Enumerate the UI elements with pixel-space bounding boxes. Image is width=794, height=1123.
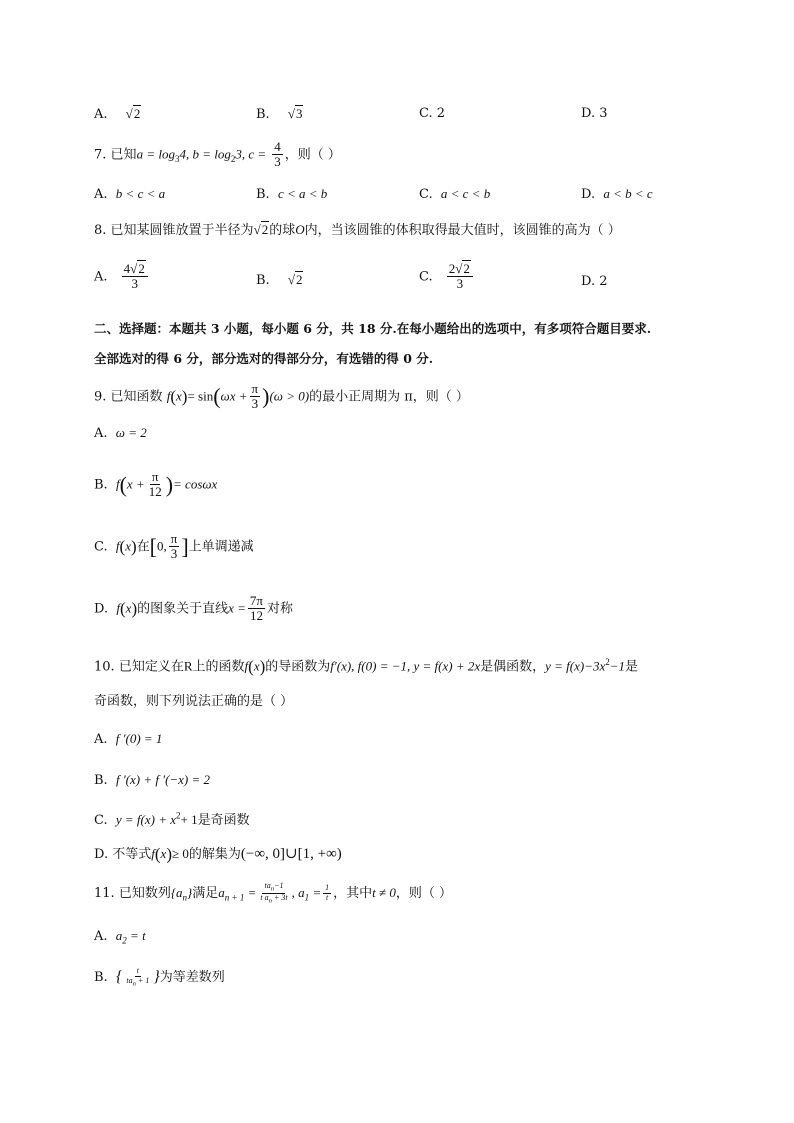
q9-option-b-den: 12 [148,484,162,500]
q10-option-d-ineq: ≥ 0 [172,846,189,861]
q11-rec-fraction [258,882,289,905]
q9-option-d-num: 7π [249,593,263,608]
q11-seq-close: } [187,884,193,900]
q11-rec-num-sub: n [270,885,275,893]
q7-option-c [419,186,490,202]
q11-rec-num: ta [264,881,271,890]
q10-text-deriv: 的导函数为 [265,659,331,675]
q9-option-b: B. f(x + $\frac{\pi}{12}$ )= cosωx [94,469,218,500]
q10-option-c-sup: 2 [176,810,181,821]
q9-option-b-fraction [147,470,164,500]
q8-text-mid: 的球 [269,223,296,238]
q7-text: 已知 [110,147,137,163]
q9-omega-x: ωx + [220,388,248,404]
q7-option-a-label: A. [94,187,108,202]
q10-option-c-expr: y = f(x) + x [115,812,177,827]
q11-a1-den: t [325,892,329,902]
q6-option-b [256,106,303,122]
q9-option-d-den: 12 [249,608,263,624]
q9-pi: π [251,381,259,396]
q10-text: 已知定义在 [118,659,184,675]
q9-option-b-pi: π [151,469,159,484]
q11-rec-den-mid: a [264,892,269,902]
q9-option-c-f: f [115,538,120,554]
q7-option-b-expr: c < a < b [277,186,328,201]
q9-f: f [166,388,171,404]
q11-option-a-tail: = t [126,928,146,943]
q6-option-b-sqrt: √3 [287,106,303,121]
q10-option-d-f: f [151,846,155,861]
q11-rec-den: t [260,892,263,902]
q10-option-d-text2: 的解集为 [188,847,241,862]
q8-option-a-label: A. [94,269,108,285]
section2-heading-line2: 全部选对的得 6 分，部分选对的得部分分，有选错的得 0 分. [94,351,434,366]
q10-option-d-label: D. [94,847,109,862]
q11-rec-den-sub: n [268,897,272,905]
q11-option-a [94,928,146,946]
q9-option-a-expr: ω = 2 [115,425,147,440]
q9-option-d-xeq: x = [228,600,246,616]
q11-text: 已知数列 [118,885,171,901]
q11-text-mid: ，其中 [333,885,373,901]
q9-cond: ω > 0 [273,388,305,404]
q11-option-b-label: B. [94,970,108,985]
q9-option-c-zero: 0, [156,538,167,554]
q8-ball: O [295,222,305,237]
q10-text-even: 是偶函数， [480,659,546,675]
q7-option-a [94,186,165,202]
q9-option-c-in: 在 [136,539,150,555]
q9-option-a [94,425,147,441]
q9-stem: 9. 已知函数 f(x)= sin(ωx + $\frac{\pi}{3}$ )(ω > 0)的最小正周期为 π，则（ ） [94,381,469,412]
q11-option-b: B. { $\frac{t}{ta_n + 1}$ }为等差数列 [94,966,225,988]
q10-stem-line1: 10. 已知定义在R上的函数f(x)的导函数为f′(x), f(0) = −1, y = f(x) + 2x是偶函数，$y = f(x)-3x^2-1$是 [94,657,639,676]
q10-option-d: D. 不等式f(x)≥ 0的解集为(−∞, 0]∪[1, +∞) [94,844,342,864]
q8-option-b-sqrt: √2 [287,272,303,287]
q6-option-b-label: B. [256,107,270,122]
q11-option-a-expr: a [115,928,123,943]
q10-sup2: 2 [605,657,610,668]
section2-heading-line1: 二、选择题：本题共 3 小题，每小题 6 分，共 18 分.在每小题给出的选项中，有多项符合题目要求. [94,321,652,336]
q8-radius: 2 [261,222,269,237]
q7-option-c-label: C. [419,187,433,202]
q7-expr-a: a = log [136,146,175,162]
q8-option-a-coef: 4 [123,261,131,276]
q11-option-b-num: t [136,966,139,976]
q11-rec-lhs: a [218,884,225,900]
q7-stem [94,140,341,170]
q9-option-d-f: f [116,600,120,616]
q10-option-a-expr: f ′(0) = 1 [115,731,163,746]
q8-stem [94,222,621,240]
q8-option-d: D. 2 [581,274,608,289]
q9-option-b-rhs: = cosωx [173,476,218,492]
q7-base-a: 3 [174,153,180,164]
q10-text-on: 上的函数 [192,659,245,675]
q11-rec-sub: n + 1 [224,892,245,903]
q11-rec-den-tail: + 3t [271,892,288,902]
q10-option-b-expr: f ′(x) + f ′(−x) = 2 [115,772,211,787]
q9-option-c-den: 3 [170,546,178,562]
q10-option-c-text: 是奇函数 [197,813,250,828]
q11-cond: t ≠ 0 [372,884,396,900]
q8-option-c-rad: 2 [463,261,470,276]
q7-option-d-label: D. [581,187,596,202]
q7-arg-a: 4, b = log [179,146,231,162]
q10-option-d-x: x [160,846,167,861]
q10-R: R [183,658,193,674]
q9-option-b-x: x + [126,476,145,492]
q10-number: 10. [94,659,115,675]
q6-option-b-radicand: 3 [295,106,303,121]
q8-text: 已知某圆锥放置于半径为 [110,223,254,238]
q9-number: 9. [94,389,107,405]
q9-text-after: 的最小正周期为 π，则（ ） [309,389,469,405]
q11-a1-fraction [323,884,331,903]
q9-option-d-fraction [248,594,265,624]
q7-base-b: 2 [230,153,236,164]
q8-option-b [256,272,303,288]
q9-option-d: D. f(x)的图象关于直线x = $\frac{7\pi}{12}$ 对称 [94,593,294,624]
q9-eq-sin: = sin [187,388,214,404]
q8-radius-sqrt: √2 [253,222,269,237]
q7-arg-b: 3, c = [235,146,267,162]
q7-option-d [581,186,653,202]
q7-option-c-expr: a < c < b [440,186,491,201]
q8-option-b-label: B. [256,273,270,288]
q11-rec-num-tail: −1 [274,881,284,890]
q11-option-a-sub: 2 [122,935,127,946]
q11-option-a-label: A. [94,929,108,944]
q10-deriv-expr: f′(x), f(0) = −1, y = f(x) + 2x [330,658,481,674]
q11-number: 11. [94,885,115,901]
q10-option-b-label: B. [94,773,108,788]
q10-option-c-tail: + 1 [180,812,198,827]
q9-option-c-text: 上单调递减 [188,539,254,555]
q9-option-c-fraction [169,532,180,562]
q8-option-c-den: 3 [456,276,464,292]
q6-option-a-label: A. [94,107,108,122]
q8-option-c-label: C. [419,269,433,285]
q10-text-is: 是 [625,659,639,675]
q8-text-after: 内，当该圆锥的体积取得最大值时，该圆锥的高为（ ） [304,223,621,238]
q9-option-c-x: x [125,538,131,554]
q7-option-a-expr: b < c < a [115,186,166,201]
q9-option-d-label: D. [94,601,109,617]
q8-option-a [94,262,150,292]
q10-stem-line2: 奇函数，则下列说法正确的是（ ） [94,694,294,709]
q9-option-d-text1: 的图象关于直线 [137,601,229,617]
q10-option-c [94,809,250,828]
q11-option-b-den-sub: n [132,980,136,988]
q10-option-d-set: (−∞, 0]∪[1, +∞) [240,846,342,862]
q10-option-a-label: A. [94,732,108,747]
q9-text: 已知函数 [110,389,163,405]
q9-option-d-x: x [125,600,132,616]
q8-option-c [419,262,475,292]
q11-option-b-fraction [124,967,151,988]
q6-option-a-sqrt: √2 [125,106,141,121]
q11-rec-eq: = [244,884,257,900]
q8-option-c-coef: 2 [448,261,456,276]
q9-x: x [176,388,182,404]
q8-option-b-rad: 2 [295,272,303,287]
q7-c-den: 3 [274,154,281,170]
q6-option-d: D. 3 [581,106,608,121]
q7-text-after: ，则（ ） [284,147,341,163]
q9-den3: 3 [251,396,259,412]
q8-option-a-rad: 2 [138,261,145,276]
q11-text-sat: 满足 [192,885,219,901]
q10-odd-expr: y = f(x)−3x [545,658,606,674]
q9-option-a-label: A. [94,426,108,441]
q7-number: 7. [94,147,107,163]
q9-option-b-f: f [115,476,120,492]
q6-option-a-radicand: 2 [133,106,141,121]
q11-option-b-den-tail: + 1 [135,975,150,985]
q7-c-fraction [272,140,283,170]
q9-option-c: C. f(x)在[0, $\frac{\pi}{3}$ ]上单调递减 [94,531,254,562]
q11-a1-sub: 1 [304,892,310,903]
q11-stem [94,882,452,905]
q9-option-c-pi: π [170,531,178,546]
q11-a1: , a [291,884,305,900]
q7-c-num: 4 [274,139,281,154]
q11-seq-sub: n [182,892,188,903]
q8-option-c-fraction: $\frac{2√2}{3}$ [447,262,473,292]
q8-option-a-den: 3 [131,276,138,292]
q8-number: 8. [94,223,107,238]
q10-option-d-text1: 不等式 [112,847,152,862]
q10-f: f [244,658,249,674]
q10-option-b [94,772,210,788]
q9-option-c-label: C. [94,539,108,555]
q7-option-d-expr: a < b < c [603,186,653,201]
q8-option-a-fraction: $\frac{4√2}{3}$ [122,262,148,292]
q10-option-a [94,731,162,747]
q11-option-b-text: 为等差数列 [159,970,225,985]
q10-option-c-label: C. [94,813,108,828]
q11-a1-eq: = [309,884,322,900]
q11-text-after: ，则（ ） [395,885,452,901]
q11-option-b-den: ta [126,975,133,985]
q7-option-b-label: B. [256,187,270,202]
q6-option-c: C. 2 [419,106,446,121]
q10-odd-tail: −1 [609,658,626,674]
q9-option-b-label: B. [94,477,108,493]
q7-option-b [256,186,327,202]
q11-a1-num: 1 [325,883,330,893]
q6-option-a [94,106,141,122]
q9-pi-over-3 [250,382,261,412]
q11-seq: {a [170,884,183,900]
q9-option-d-text2: 对称 [267,601,294,617]
q10-x: x [253,658,260,674]
